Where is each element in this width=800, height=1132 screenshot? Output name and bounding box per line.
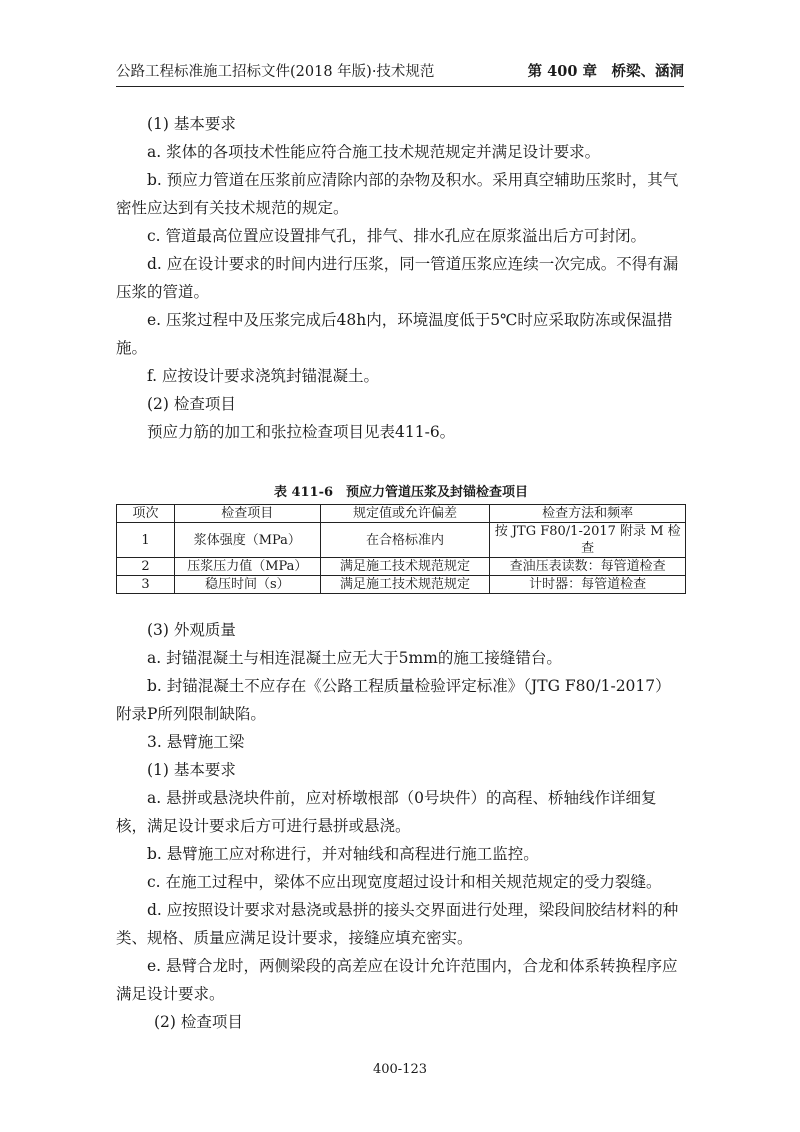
paragraph: d. 应在设计要求的时间内进行压浆，同一管道压浆应连续一次完成。不得有漏压浆的管道。 bbox=[116, 255, 679, 301]
page-header bbox=[116, 56, 684, 87]
paragraph: 预应力筋的加工和张拉检查项目见表411-6。 bbox=[147, 423, 456, 441]
table-cell: 查油压表读数：每管道检查 bbox=[490, 558, 686, 576]
paragraph: a. 浆体的各项技术性能应符合施工技术规范规定并满足设计要求。 bbox=[147, 143, 601, 161]
header-chapter-title: 第 400 章 桥梁、涵洞 bbox=[527, 63, 684, 80]
header-document-title: 公路工程标准施工招标文件(2018 年版)·技术规范 bbox=[116, 64, 435, 80]
heading-inspection-items: (2) 检查项目 bbox=[147, 395, 236, 413]
table-cell: 1 bbox=[117, 523, 175, 558]
paragraph: a. 封锚混凝土与相连混凝土应无大于5mm的施工接缝错台。 bbox=[147, 649, 562, 667]
table-cell: 稳压时间（s） bbox=[174, 576, 320, 594]
heading-cantilever-beam: 3. 悬臂施工梁 bbox=[147, 733, 245, 751]
table-cell: 按 JTG F80/1-2017 附录 M 检查 bbox=[490, 523, 686, 558]
column-header: 检查项目 bbox=[174, 505, 320, 523]
heading-appearance-quality: (3) 外观质量 bbox=[147, 621, 236, 639]
paragraph: f. 应按设计要求浇筑封锚混凝土。 bbox=[147, 367, 380, 385]
heading-inspection-items: (2) 检查项目 bbox=[154, 1013, 243, 1031]
paragraph: b. 悬臂施工应对称进行，并对轴线和高程进行施工监控。 bbox=[147, 845, 539, 863]
column-header: 检查方法和频率 bbox=[490, 505, 686, 523]
table-row bbox=[117, 523, 686, 558]
table-cell: 压浆压力值（MPa） bbox=[174, 558, 320, 576]
paragraph: b. 封锚混凝土不应存在《公路工程质量检验评定标准》（JTG F80/1-2017）附录P所列限制缺陷。 bbox=[116, 677, 671, 723]
paragraph: e. 压浆过程中及压浆完成后48h内，环境温度低于5℃时应采取防冻或保温措施。 bbox=[116, 311, 673, 357]
table-title: 表 411-6 预应力管道压浆及封锚检查项目 bbox=[273, 485, 529, 500]
table-row bbox=[117, 576, 686, 594]
heading-basic-requirements: (1) 基本要求 bbox=[147, 115, 236, 133]
table-cell: 浆体强度（MPa） bbox=[174, 523, 320, 558]
table-row bbox=[117, 558, 686, 576]
column-header: 规定值或允许偏差 bbox=[320, 505, 490, 523]
table-cell: 3 bbox=[117, 576, 175, 594]
page-body bbox=[116, 110, 686, 1036]
inspection-table bbox=[116, 504, 686, 594]
table-cell: 计时器：每管道检查 bbox=[490, 576, 686, 594]
paragraph: a. 悬拼或悬浇块件前，应对桥墩根部（0号块件）的高程、桥轴线作详细复核，满足设计要求后方可进行悬拼或悬浇。 bbox=[116, 789, 657, 835]
table-header-row bbox=[117, 505, 686, 523]
page-number: 400-123 bbox=[372, 1062, 428, 1077]
table-cell: 2 bbox=[117, 558, 175, 576]
paragraph: c. 在施工过程中，梁体不应出现宽度超过设计和相关规范规定的受力裂缝。 bbox=[147, 873, 662, 891]
paragraph: e. 悬臂合龙时，两侧梁段的高差应在设计允许范围内，合龙和体系转换程序应满足设计要求。 bbox=[116, 957, 678, 1003]
paragraph: b. 预应力管道在压浆前应清除内部的杂物及积水。采用真空辅助压浆时，其气密性应达到有关技术规范的规定。 bbox=[116, 171, 679, 217]
heading-basic-requirements: (1) 基本要求 bbox=[147, 761, 236, 779]
table-cell: 满足施工技术规范规定 bbox=[320, 576, 490, 594]
paragraph: c. 管道最高位置应设置排气孔，排气、排水孔应在原浆溢出后方可封闭。 bbox=[147, 227, 647, 245]
table-cell: 满足施工技术规范规定 bbox=[320, 558, 490, 576]
column-header: 项次 bbox=[117, 505, 175, 523]
paragraph: d. 应按照设计要求对悬浇或悬拼的接头交界面进行处理，梁段间胶结材料的种类、规格、质量应满足设计要求，接缝应填充密实。 bbox=[116, 901, 679, 947]
table-cell: 在合格标准内 bbox=[320, 523, 490, 558]
